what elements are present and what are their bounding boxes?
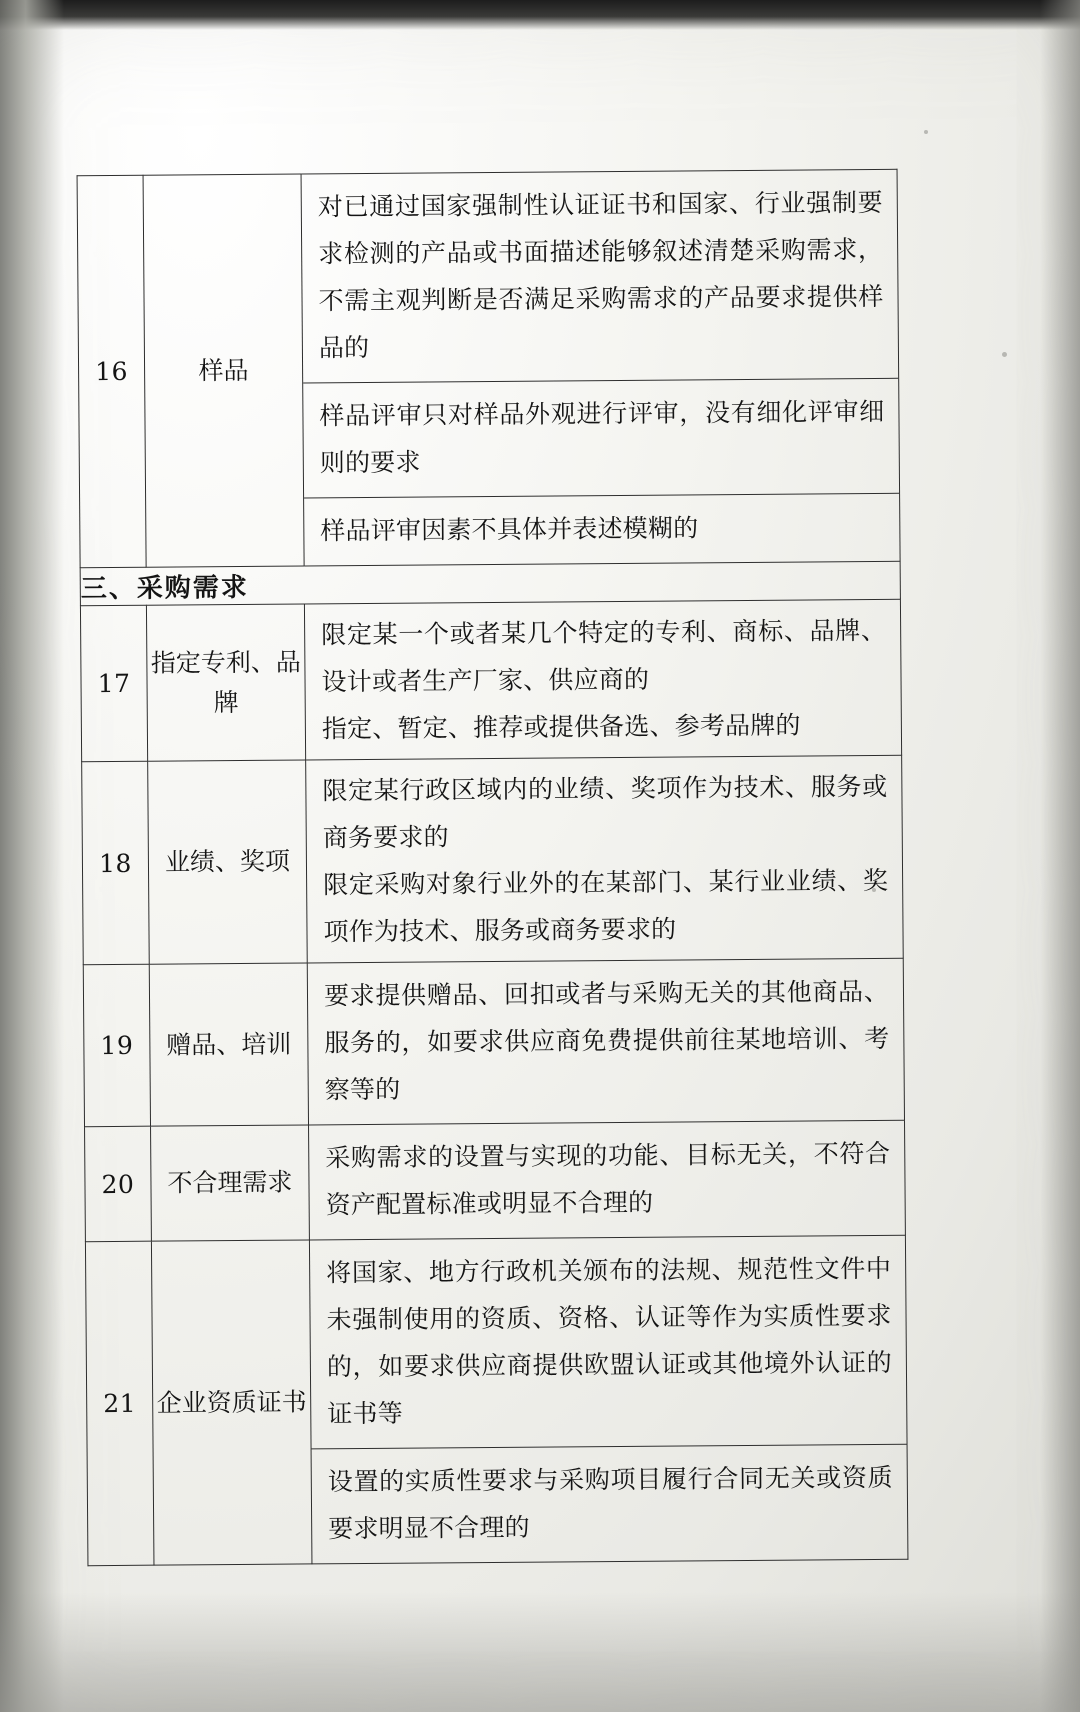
table-row [85,1235,908,1565]
row-number: 16 [77,175,146,568]
row-number: 18 [82,761,150,965]
row-paragraph: 对已通过国家强制性认证证书和国家、行业强制要求检测的产品或书面描述能够叙述清楚采购需求，不需主观判断是否满足采购需求的产品要求提供样品的 [317,187,884,363]
row-name: 不合理需求 [151,1125,310,1241]
row-paragraph: 将国家、地方行政机关颁布的法规、规范性文件中未强制使用的资质、资格、认证等作为实质性要求的，如要求供应商提供欧盟认证或其他境外认证的证书等 [326,1253,893,1429]
page-shadow-top [0,0,1080,30]
row-paragraph: 限定某行政区域内的业绩、奖项作为技术、服务或商务要求的 限定采购对象行业外的在某部门、某行业业绩、奖项作为技术、服务或商务要求的 [322,771,889,947]
row-content [307,958,904,1125]
row-content [306,755,904,963]
row-number: 21 [85,1241,154,1566]
row-name: 业绩、奖项 [148,760,308,964]
page-shadow-bottom [0,1592,1080,1712]
table-row [77,169,900,567]
row-content [301,169,900,566]
scan-speck [924,130,928,134]
section-heading: 三、采购需求 [80,561,900,605]
row-name: 赠品、培训 [149,963,308,1126]
row-paragraph: 采购需求的设置与实现的功能、目标无关，不符合资产配置标准或明显不合理的 [325,1138,891,1220]
row-paragraph: 要求提供赠品、回扣或者与采购无关的其他商品、服务的，如要求供应商免费提供前往某地培训、考察等的 [323,976,890,1105]
table-row [80,599,901,761]
page-shadow-right [1040,0,1080,1712]
row-number: 19 [83,964,150,1127]
row-content [309,1235,908,1564]
document-body [77,169,908,1566]
row-number: 20 [85,1126,152,1242]
row-name: 指定专利、品牌 [146,604,305,761]
requirements-table [77,169,909,1566]
row-paragraph: 样品评审只对样品外观进行评审，没有细化评审细则的要求 [319,396,885,478]
row-paragraph: 限定某一个或者某几个特定的专利、商标、品牌、设计或者生产厂家、供应商的 指定、暂定、推荐或提供备选、参考品牌的 [321,615,887,744]
table-row [85,1120,906,1241]
row-paragraph: 设置的实质性要求与采购项目履行合同无关或资质要求明显不合理的 [327,1462,893,1544]
row-paragraph: 样品评审因素不具体并表述模糊的 [320,513,699,546]
table-row [83,958,904,1126]
scan-speck [1002,352,1007,357]
table-row [82,755,904,964]
row-content [304,599,901,760]
row-name: 企业资质证书 [151,1240,312,1565]
section-heading-row [80,561,900,605]
row-number: 17 [80,605,147,762]
row-content [309,1120,906,1240]
page-shadow-left [0,0,64,1712]
row-name: 样品 [143,174,304,567]
